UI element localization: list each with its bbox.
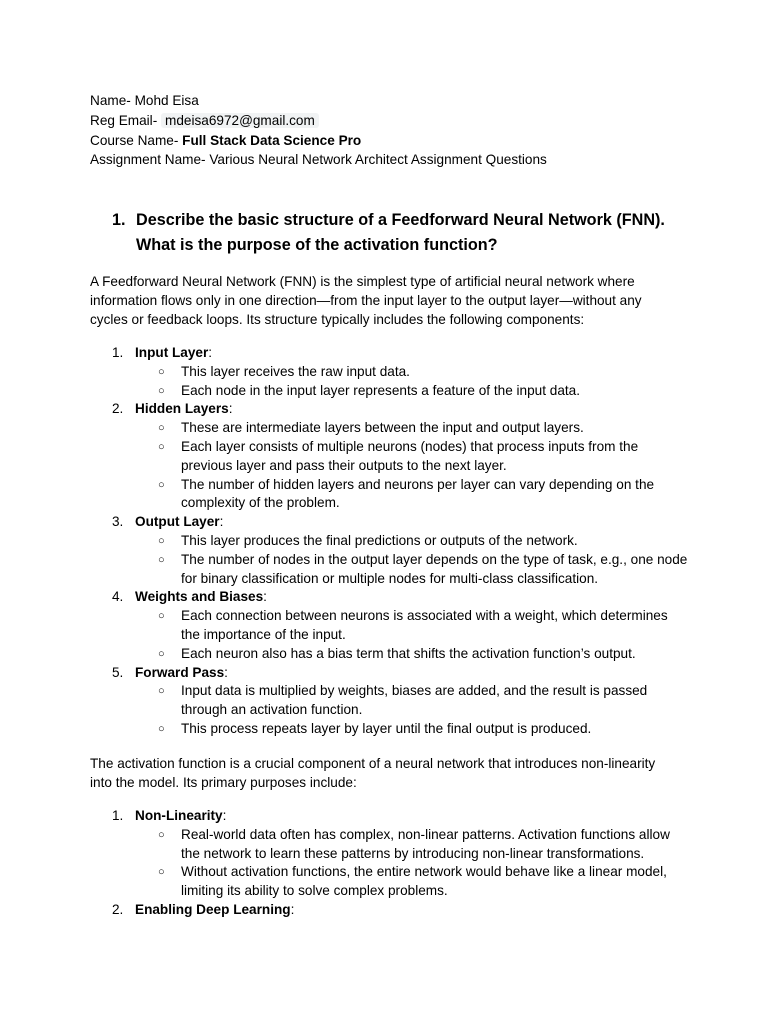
sub-item-text: Without activation functions, the entire network would behave like a linear model, limiting its ability to solve complex problems. [181,864,667,899]
sub-item [90,419,690,438]
sub-item-text: These are intermediate layers between the input and output layers. [181,420,584,436]
sub-item-text: Each layer consists of multiple neurons (nodes) that process inputs from the previous layer and pass their outputs to the next layer. [181,438,639,473]
list-item-colon: : [228,401,233,417]
list-item-colon: : [222,808,227,823]
sub-item-text: This layer receives the raw input data. [181,363,410,379]
sub-item-text: Each node in the input layer represents a feature of the input data. [181,382,581,398]
list-item-title: Enabling Deep Learning [135,901,291,917]
list-item-colon: : [224,664,228,680]
assignment-line: Assignment Name- Various Neural Network Architect Assignment Questions [90,152,547,168]
bullet-icon: ○ [158,534,165,547]
course-label: Course Name- [90,132,179,148]
sub-item [90,382,690,401]
list-item [90,901,690,920]
list-item [90,664,690,739]
sub-item-text: Input data is multiplied by weights, biases are added, and the result is passed through an activation function. [181,683,648,718]
list-item-number: 4. [112,589,124,605]
list-item-title: Weights and Biases [135,589,264,605]
list-item-number: 5. [112,664,124,680]
sub-item [90,826,690,864]
course-line [90,131,547,151]
list-item [90,807,690,901]
bullet-icon: ○ [158,384,165,397]
email-line [90,111,547,131]
list-item-number: 2. [112,401,124,417]
sub-item-text: Each connection between neurons is associated with a weight, which determines the importance of the input. [181,608,668,642]
course-value: Full Stack Data Science Pro [182,132,362,148]
list-item-title: Non-Linearity [135,808,223,823]
sub-item [90,863,690,901]
email-label: Reg Email- [90,112,158,128]
sub-item [90,438,690,476]
bullet-icon: ○ [158,647,165,660]
list-item-number: 3. [112,514,124,530]
sub-item [90,551,690,589]
list-item-colon: : [219,514,224,530]
list-item-colon: : [290,901,295,917]
sub-item-text: Real-world data often has complex, non-linear patterns. Activation functions allow the network to learn these patterns by introducing non-linear transformations. [181,826,670,861]
question-text: Describe the basic structure of a Feedforward Neural Network (FNN). What is the purpose of the activation function? [136,211,665,254]
bullet-icon: ○ [158,866,165,879]
bullet-icon: ○ [158,365,165,378]
list-item-title: Input Layer [135,345,209,360]
question-number: 1. [112,211,126,229]
list-item-number: 1. [112,345,124,360]
bullet-icon: ○ [158,685,165,698]
activation-intro-paragraph: The activation function is a crucial component of a neural network that introduces non-linearity into the model. Its primary purposes include: [90,756,656,790]
sub-item-text: This layer produces the final predictions or outputs of the network. [181,532,578,548]
list-item [90,344,690,400]
sub-item [90,476,690,514]
bullet-icon: ○ [158,440,165,453]
components-list [90,344,690,739]
list-item [90,513,690,588]
bullet-icon: ○ [158,828,165,841]
sub-item [90,645,690,664]
bullet-icon: ○ [158,553,165,566]
name-line: Name- Mohd Eisa [90,93,199,108]
sub-item [90,720,690,739]
sub-item [90,363,690,382]
bullet-icon: ○ [158,722,165,735]
purposes-list [90,807,690,920]
question-heading [112,208,672,257]
bullet-icon: ○ [158,610,165,623]
list-item-colon: : [263,589,267,605]
list-item [90,588,690,663]
list-item [90,400,690,513]
sub-item-text: The number of nodes in the output layer depends on the type of task, e.g., one node for binary classification or multiple nodes for multi-class classification. [181,551,688,586]
list-item-colon: : [208,345,213,360]
list-item-title: Forward Pass [135,664,225,680]
list-item-number: 1. [112,808,124,823]
sub-item-text: This process repeats layer by layer until the final output is produced. [181,720,592,736]
header-block [90,91,547,170]
sub-item [90,607,690,645]
sub-item [90,682,690,720]
sub-item [90,532,690,551]
list-item-title: Hidden Layers [135,401,229,417]
bullet-icon: ○ [158,422,165,435]
list-item-number: 2. [112,901,124,917]
list-item-title: Output Layer [135,514,220,530]
intro-paragraph: A Feedforward Neural Network (FNN) is the simplest type of artificial neural network where information flows only in one direction—from the input layer to the output layer—without any cycles or feedback loops. Its structure typically includes the following components: [90,274,642,327]
sub-item-text: The number of hidden layers and neurons per layer can vary depending on the complexity of the problem. [181,476,655,511]
bullet-icon: ○ [158,478,165,491]
sub-item-text: Each neuron also has a bias term that shifts the activation function’s output. [181,645,636,661]
email-chip[interactable]: mdeisa6972@gmail.com [161,113,319,128]
